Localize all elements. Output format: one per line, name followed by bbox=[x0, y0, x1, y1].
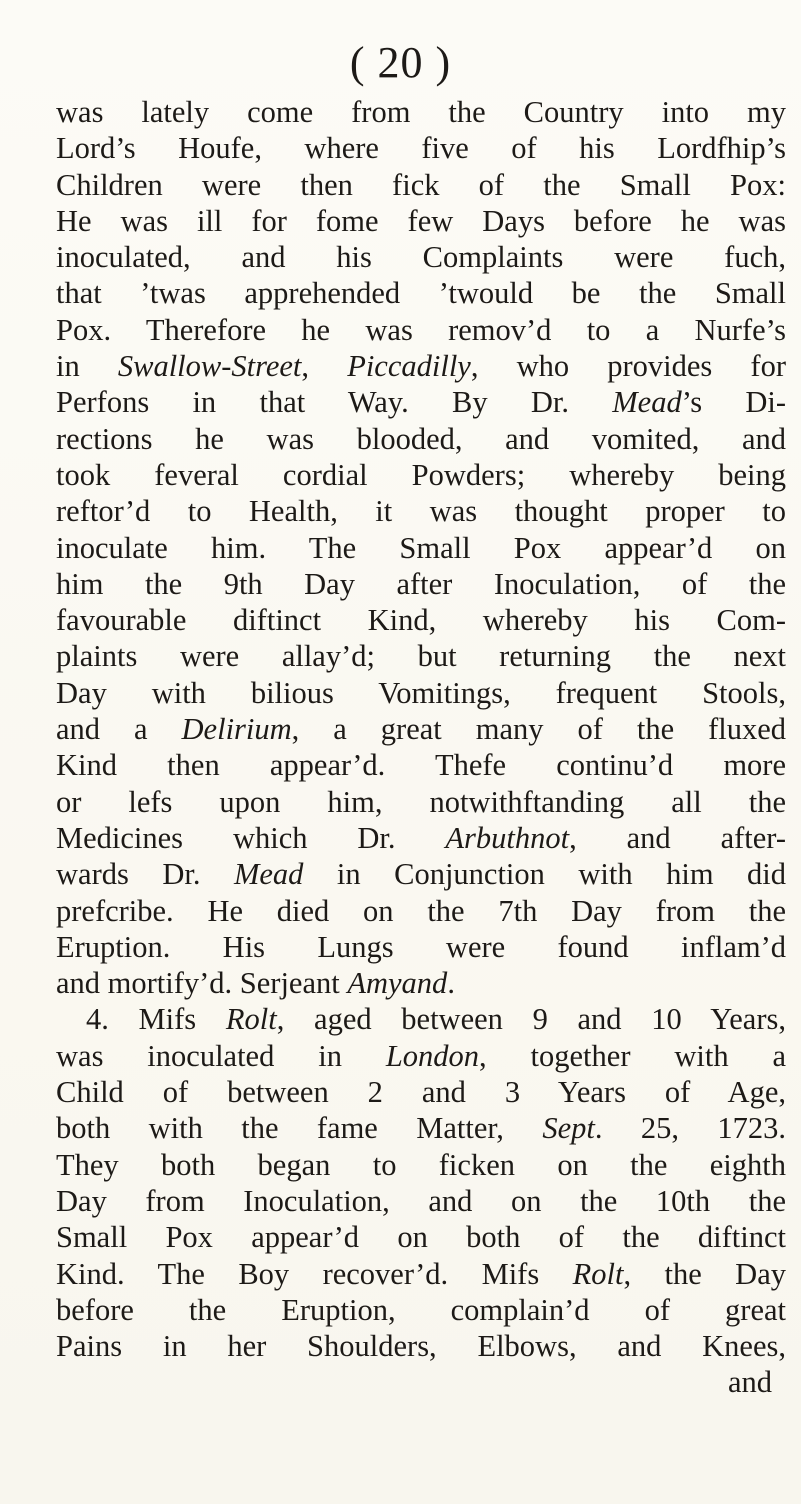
text-line bbox=[56, 239, 786, 275]
text-span: , and after- bbox=[569, 820, 786, 855]
text-line bbox=[56, 711, 786, 747]
text-span: wards Dr. bbox=[56, 857, 234, 892]
text-span: , together with a bbox=[479, 1038, 786, 1073]
text-span: Kind. The Boy recover’d. Mifs bbox=[56, 1256, 573, 1291]
text-span: ’s Di- bbox=[681, 385, 786, 420]
text-line bbox=[56, 1110, 786, 1146]
text-line bbox=[56, 384, 786, 420]
text-span: both with the fame Matter, bbox=[56, 1111, 543, 1146]
text-span: Children were then fick of the Small Pox: bbox=[56, 167, 786, 202]
text-line bbox=[56, 348, 786, 384]
text-span: 4. Mifs bbox=[86, 1002, 226, 1037]
text-span: , bbox=[301, 349, 348, 384]
italic-text: Mead bbox=[612, 385, 682, 420]
text-line bbox=[56, 929, 786, 965]
text-line bbox=[56, 94, 786, 130]
text-line bbox=[56, 747, 786, 783]
text-span: , the Day bbox=[623, 1256, 786, 1291]
text-span: was inoculated in bbox=[56, 1038, 386, 1073]
text-line bbox=[56, 893, 786, 929]
text-span: Lord’s Houfe, where five of his Lordfhip’s bbox=[56, 131, 786, 166]
text-span: and mortify’d. Serjeant bbox=[56, 966, 348, 1001]
text-span: reftor’d to Health, it was thought proper to bbox=[56, 494, 786, 529]
text-span: Child of between 2 and 3 Years of Age, bbox=[56, 1075, 786, 1110]
text-span: took feveral cordial Powders; whereby being bbox=[56, 457, 786, 492]
text-line bbox=[56, 1147, 786, 1183]
italic-text: Arbuthnot bbox=[445, 820, 570, 855]
catchword: and bbox=[727, 1365, 772, 1400]
italic-text: Sept bbox=[542, 1111, 595, 1146]
text-span: , aged between 9 and 10 Years, bbox=[276, 1002, 786, 1037]
text-line bbox=[56, 1328, 786, 1364]
text-line bbox=[56, 1219, 786, 1255]
text-span: , who provides for bbox=[470, 349, 786, 384]
text-line bbox=[56, 602, 786, 638]
text-line bbox=[56, 457, 786, 493]
text-span: He was ill for fome few Days before he was bbox=[56, 203, 786, 238]
text-span: Kind then appear’d. Thefe continu’d more bbox=[56, 748, 786, 783]
text-span: inoculate him. The Small Pox appear’d on bbox=[56, 530, 786, 565]
text-span: Day from Inoculation, and on the 10th the bbox=[56, 1183, 786, 1218]
text-line bbox=[56, 1001, 786, 1037]
italic-text: Swallow-Street bbox=[117, 349, 302, 384]
text-line bbox=[56, 1292, 786, 1328]
text-span: favourable diftinct Kind, whereby his Com- bbox=[56, 603, 786, 638]
text-span: Perfons in that Way. By Dr. bbox=[56, 385, 613, 420]
italic-text: London bbox=[385, 1038, 480, 1073]
text-span: in bbox=[56, 349, 118, 384]
text-line bbox=[56, 1038, 786, 1074]
text-span: that ’twas apprehended ’twould be the Small bbox=[56, 276, 786, 311]
text-span: Small Pox appear’d on both of the diftinct bbox=[56, 1220, 786, 1255]
text-span: . 25, 1723. bbox=[594, 1111, 786, 1146]
italic-text: Rolt bbox=[225, 1002, 277, 1037]
text-span: and a bbox=[56, 712, 182, 747]
text-line bbox=[56, 784, 786, 820]
body-text bbox=[56, 94, 786, 1401]
text-span: or lefs upon him, notwithftanding all the bbox=[56, 784, 786, 819]
text-line bbox=[56, 421, 786, 457]
text-line bbox=[56, 130, 786, 166]
text-span: prefcribe. He died on the 7th Day from the bbox=[56, 893, 786, 928]
text-line bbox=[56, 856, 786, 892]
text-line bbox=[56, 312, 786, 348]
text-line bbox=[56, 167, 786, 203]
text-span: plaints were allay’d; but returning the next bbox=[56, 639, 786, 674]
text-span: Medicines which Dr. bbox=[56, 820, 446, 855]
italic-text: Amyand bbox=[347, 966, 448, 1001]
text-line bbox=[56, 530, 786, 566]
italic-text: Piccadilly bbox=[347, 349, 471, 384]
italic-text: Mead bbox=[233, 857, 304, 892]
text-span: inoculated, and his Complaints were fuch, bbox=[56, 240, 786, 275]
text-span: rections he was blooded, and vomited, and bbox=[56, 421, 786, 456]
italic-text: Rolt bbox=[572, 1256, 624, 1291]
italic-text: Delirium bbox=[181, 712, 292, 747]
text-line bbox=[56, 638, 786, 674]
text-line bbox=[56, 1183, 786, 1219]
text-span: Day with bilious Vomitings, frequent Stools, bbox=[56, 675, 786, 710]
text-span: was lately come from the Country into my bbox=[56, 95, 786, 129]
page-number: ( 20 ) bbox=[349, 38, 452, 87]
text-span: . bbox=[447, 966, 455, 1001]
text-span: , a great many of the fluxed bbox=[291, 712, 786, 747]
text-line bbox=[56, 1074, 786, 1110]
text-span: Eruption. His Lungs were found inflam’d bbox=[56, 929, 786, 964]
text-line bbox=[56, 1256, 786, 1292]
text-span: in Conjunction with him did bbox=[303, 857, 787, 892]
text-line bbox=[56, 675, 786, 711]
text-line bbox=[56, 203, 786, 239]
text-line bbox=[56, 493, 786, 529]
text-span: They both began to ficken on the eighth bbox=[56, 1147, 786, 1182]
text-span: before the Eruption, complain’d of great bbox=[56, 1292, 786, 1327]
text-line bbox=[56, 820, 786, 856]
text-line bbox=[56, 275, 786, 311]
text-span: Pox. Therefore he was remov’d to a Nurfe’s bbox=[56, 312, 786, 347]
text-line bbox=[56, 566, 786, 602]
text-span: Pains in her Shoulders, Elbows, and Knees, bbox=[56, 1329, 786, 1364]
text-line bbox=[56, 965, 786, 1001]
text-span: him the 9th Day after Inoculation, of the bbox=[56, 566, 786, 601]
